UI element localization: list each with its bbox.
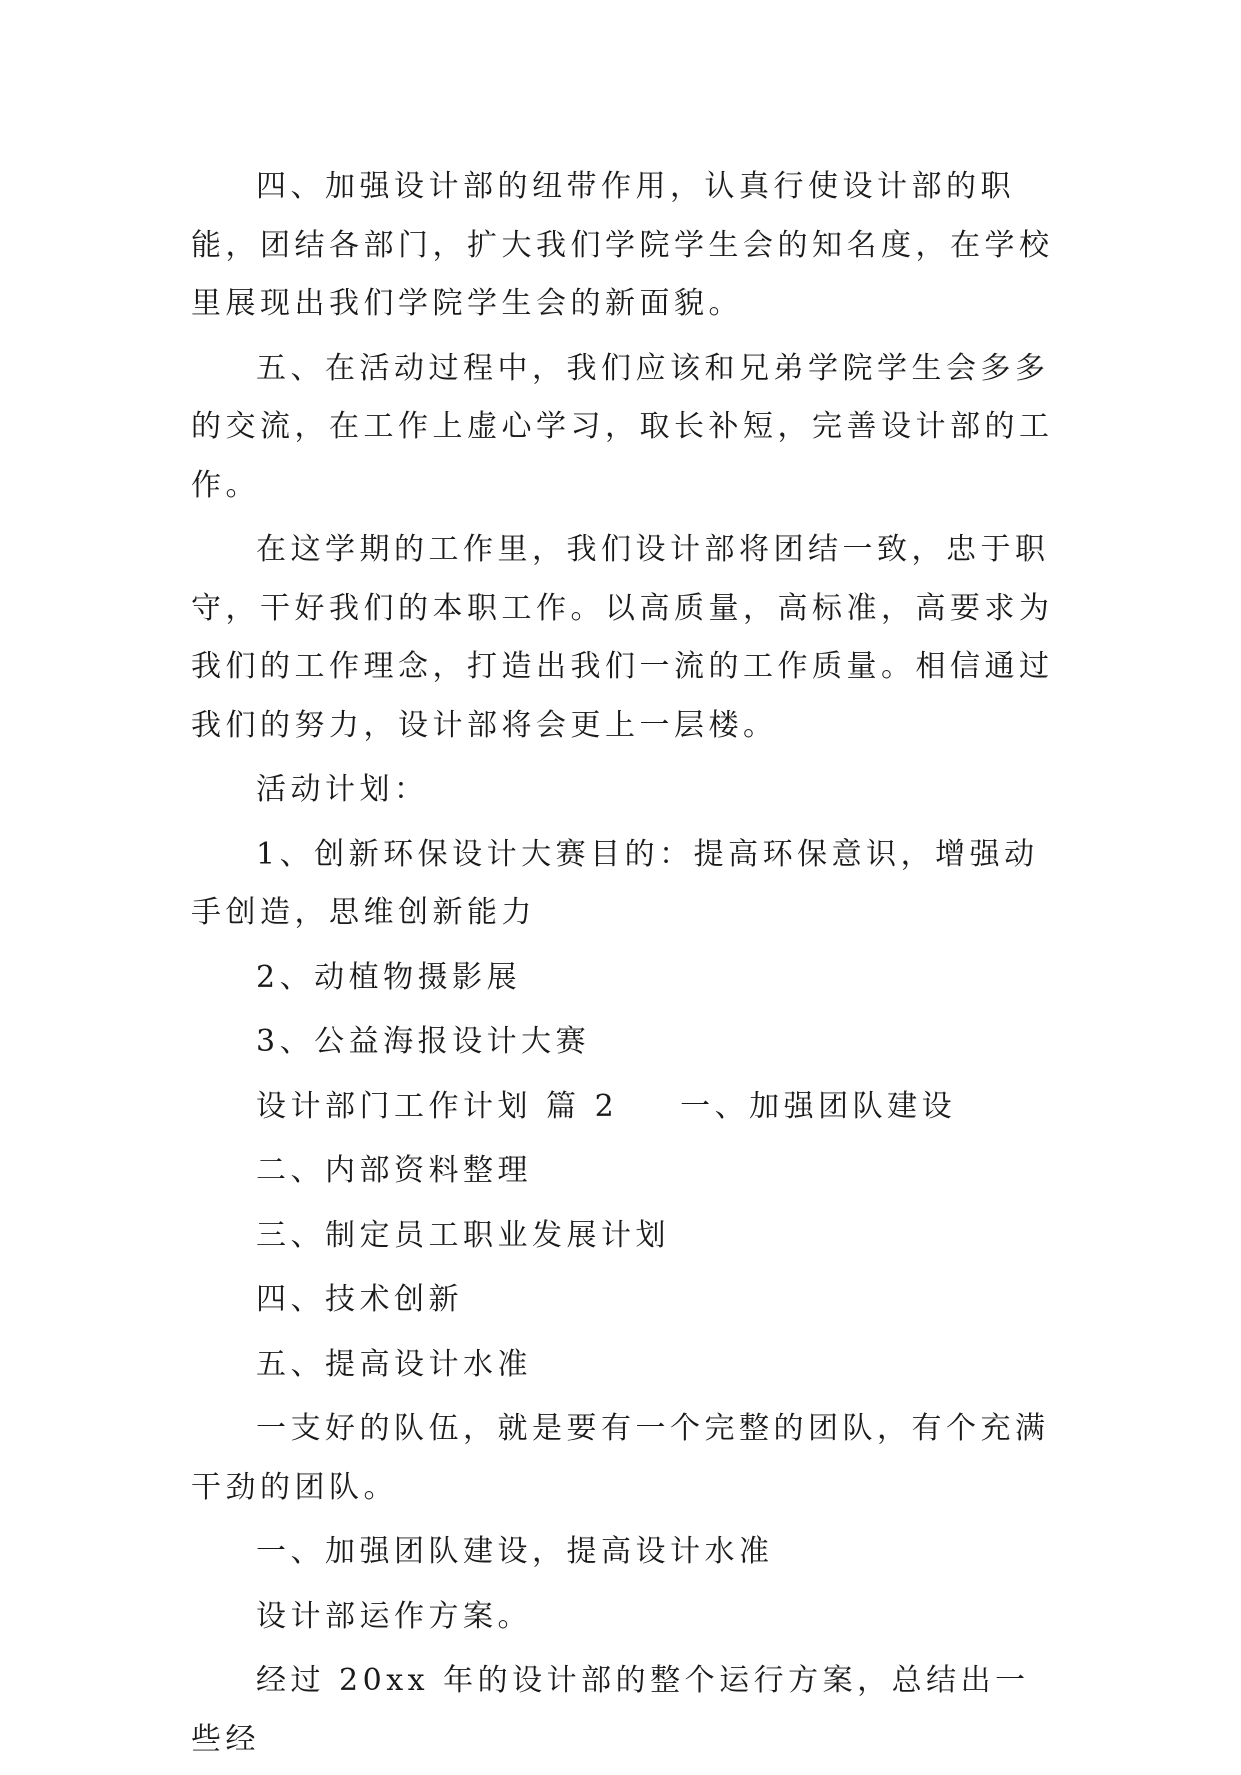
paragraph-career-plan: 三、制定员工职业发展计划 <box>256 1217 670 1253</box>
paragraph-exchange: 五、在活动过程中，我们应该和兄弟学院学生会多多的交流，在工作上虚心学习，取长补短，完善设计部的工作。 <box>191 350 1054 503</box>
paragraph-operation-plan: 设计部运作方案。 <box>256 1598 532 1634</box>
paragraph-design-standard: 五、提高设计水准 <box>256 1346 532 1382</box>
paragraph-summary: 经过 20xx 年的设计部的整个运行方案，总结出一些经 <box>191 1663 1030 1757</box>
paragraph-tech-innovation: 四、技术创新 <box>256 1282 463 1317</box>
paragraph-semester-work: 在这学期的工作里，我们设计部将团结一致，忠于职守，干好我们的本职工作。以高质量，高标准，高要求为我们的工作理念，打造出我们一流的工作质量。相信通过我们的努力，设计部将会更上一层楼。 <box>191 532 1054 743</box>
section-heading <box>191 1078 1061 1137</box>
document-body <box>191 158 1061 1775</box>
paragraph-internal-data: 二、内部资料整理 <box>256 1153 532 1188</box>
paragraph-activity-1: 1、创新环保设计大赛目的：提高环保意识，增强动手创造，思维创新能力 <box>191 836 1039 930</box>
paragraph-activity-2: 2、动植物摄影展 <box>256 959 522 995</box>
paragraph-activity-plan: 活动计划： <box>256 772 429 807</box>
paragraph-activity-3: 3、公益海报设计大赛 <box>256 1024 591 1059</box>
section-title: 设计部门工作计划 篇 2 <box>256 1088 619 1124</box>
section-first-item: 一、加强团队建设 <box>680 1088 957 1124</box>
paragraph-strengthen-role: 四、加强设计部的纽带作用，认真行使设计部的职能，团结各部门，扩大我们学院学生会的知名度，在学校里展现出我们学院学生会的新面貌。 <box>191 169 1054 321</box>
paragraph-team-building: 一、加强团队建设，提高设计水准 <box>256 1534 774 1569</box>
paragraph-good-team: 一支好的队伍，就是要有一个完整的团队，有个充满干劲的团队。 <box>191 1411 1050 1505</box>
